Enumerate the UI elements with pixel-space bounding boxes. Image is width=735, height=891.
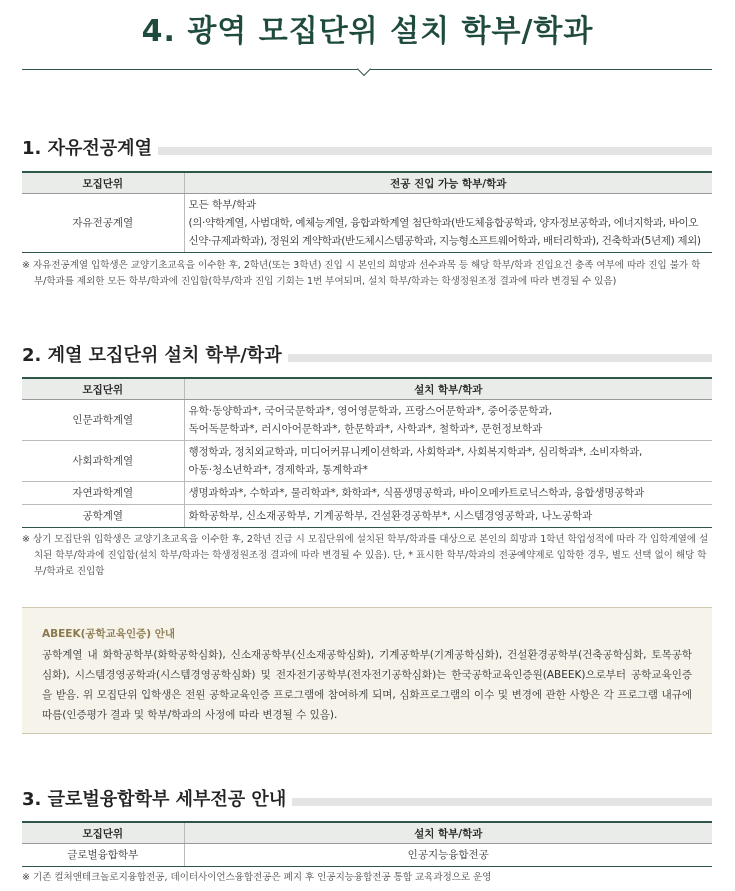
section-title: 2. 계열 모집단위 설치 학부/학과 [22, 341, 288, 367]
division-table [22, 377, 712, 528]
global-table [22, 821, 712, 867]
division-note: ※ 상기 모집단위 입학생은 교양기초교육을 이수한 후, 2학년 진급 시 모집단위에 설치된 학부/학과를 대상으로 본인의 희망과 1학년 학업성적에 따라 각 입학계열에 설치된 학부/학과에 진입함(설치 학부/학과는 학생정원조정 결과에 따라 변경될 수 있음). 단, * 표시한 학부/학과의 전공예약제로 입학한 경우, 별도 선택 없이 해당 학부/학과로 진입함 [22, 534, 709, 577]
majors-cell [184, 482, 712, 505]
unit-name: 자유전공계열 [22, 194, 184, 253]
section-title: 1. 자유전공계열 [22, 134, 158, 160]
column-header: 모집단위 [22, 378, 184, 400]
majors-line: 유학·동양학과*, 국어국문학과*, 영어영문학과, 프랑스어문학과*, 중어중문학과, [188, 405, 553, 417]
table-row [22, 194, 712, 253]
table-row [22, 400, 712, 441]
liberal-table [22, 171, 712, 253]
unit-name: 인문과학계열 [22, 400, 184, 441]
majors-line: 모든 학부/학과 [188, 199, 257, 211]
majors-cell [184, 400, 712, 441]
abeek-title: ABEEK(공학교육인증) 안내 [42, 628, 176, 640]
section-title: 3. 글로벌융합학부 세부전공 안내 [22, 785, 292, 811]
majors-line: 신약·규제과학과), 정원외 계약학과(반도체시스템공학과, 지능형소프트웨어학과, 배터리학과), 건축학과(5년제) 제외) [188, 235, 701, 247]
column-header: 전공 진입 가능 학부/학과 [184, 172, 712, 194]
column-header: 모집단위 [22, 172, 184, 194]
column-header: 설치 학부/학과 [184, 822, 712, 844]
majors-line: 행정학과, 정치외교학과, 미디어커뮤니케이션학과, 사회학과*, 사회복지학과*, 심리학과*, 소비자학과, [188, 446, 643, 458]
chevron-down-icon [357, 62, 371, 76]
majors-cell [184, 505, 712, 528]
abeek-info-box [22, 607, 712, 734]
majors-line: 독어독문학과*, 러시아어문학과*, 한문학과*, 사학과*, 철학과*, 문헌정보학과 [188, 423, 543, 435]
table-row [22, 844, 712, 867]
global-note: ※ 기존 컬처앤테크놀로지융합전공, 데이터사이언스융합전공은 폐지 후 인공지능융합전공 통합 교육과정으로 운영 [22, 872, 492, 883]
section-heading-liberal [22, 134, 712, 158]
column-header: 설치 학부/학과 [184, 378, 712, 400]
table-row [22, 482, 712, 505]
unit-name: 글로벌융합학부 [22, 844, 184, 867]
section-heading-global [22, 785, 712, 809]
major-value: 인공지능융합전공 [184, 844, 712, 867]
majors-line: 아동·청소년학과*, 경제학과, 통계학과* [188, 464, 368, 476]
majors-cell [184, 441, 712, 482]
table-row [22, 441, 712, 482]
majors-line: 화학공학부, 신소재공학부, 기계공학부, 건설환경공학부*, 시스템경영공학과, 나노공학과 [188, 510, 593, 522]
unit-name: 공학계열 [22, 505, 184, 528]
majors-cell [184, 194, 712, 253]
section-heading-division [22, 341, 712, 365]
unit-name: 사회과학계열 [22, 441, 184, 482]
page-title: 4. 광역 모집단위 설치 학부/학과 [141, 14, 594, 49]
majors-line: 생명과학과*, 수학과*, 물리학과*, 화학과*, 식품생명공학과, 바이오메카트로닉스학과, 융합생명공학과 [188, 487, 645, 499]
unit-name: 자연과학계열 [22, 482, 184, 505]
column-header: 모집단위 [22, 822, 184, 844]
abeek-body: 공학계열 내 화학공학부(화학공학심화), 신소재공학부(신소재공학심화), 기계공학부(기계공학심화), 건설환경공학부(건축공학심화, 토목공학심화), 시스템경영공학과(시스템경영공학심화) 및 전자전기공학부(전자전기공학심화)는 한국공학교육인증원(ABEEK)으로부터 공학교육인증을 받음. 위 모집단위 입학생은 전원 공학교육인증 프로그램에 참여하게 되며, 심화프로그램의 이수 및 변경에 관한 사항은 각 프로그램 내규에 따름(인증평가 결과 및 학부/학과의 사정에 따라 변경될 수 있음). [42, 649, 692, 721]
majors-line: (의·약학계열, 사범대학, 예체능계열, 융합과학계열 첨단학과(반도체융합공학과, 양자정보공학과, 에너지학과, 바이오 [188, 217, 699, 229]
table-row [22, 505, 712, 528]
liberal-note: ※ 자유전공계열 입학생은 교양기초교육을 이수한 후, 2학년(또는 3학년) 진입 시 본인의 희망과 선수과목 등 해당 학부/학과 진입요건 충족 여부에 따라 진입 불가 학부/학과를 제외한 모든 학부/학과에 진입함(학부/학과 진입 기회는 1번 부여되며, 설치 학부/학과는 학생정원조정 결과에 따라 변경될 수 있음) [22, 260, 701, 287]
